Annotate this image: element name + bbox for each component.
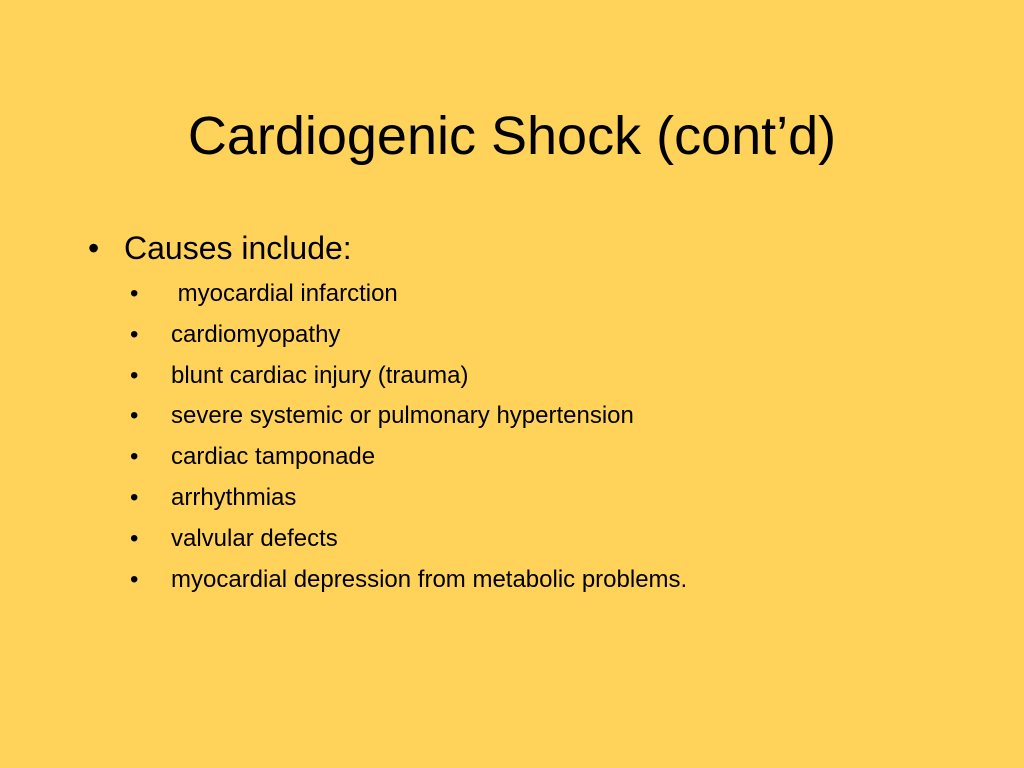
bullet-icon: • bbox=[130, 280, 139, 307]
cause-text: cardiomyopathy bbox=[171, 320, 341, 348]
bullet-icon: • bbox=[130, 565, 139, 593]
bullet-icon: • bbox=[130, 483, 139, 511]
slide-title: Cardiogenic Shock (cont’d) bbox=[187, 106, 837, 166]
list-item bbox=[130, 439, 687, 480]
bullet-icon: • bbox=[130, 320, 139, 348]
list-item bbox=[130, 562, 687, 603]
list-item bbox=[130, 358, 687, 399]
cause-text: cardiac tamponade bbox=[171, 443, 376, 471]
main-bullet-text: Causes include: bbox=[124, 230, 352, 266]
cause-text: blunt cardiac injury (trauma) bbox=[171, 361, 469, 389]
causes-list bbox=[130, 276, 687, 602]
list-item bbox=[130, 480, 687, 521]
main-bullet bbox=[88, 228, 352, 268]
list-item bbox=[130, 398, 687, 439]
bullet-icon: • bbox=[88, 230, 100, 266]
list-item bbox=[130, 521, 687, 562]
bullet-icon: • bbox=[130, 402, 139, 430]
cause-text: valvular defects bbox=[171, 524, 338, 552]
bullet-icon: • bbox=[130, 443, 139, 471]
bullet-icon: • bbox=[130, 524, 139, 552]
cause-text: myocardial infarction bbox=[171, 280, 398, 307]
cause-text: severe systemic or pulmonary hypertension bbox=[171, 402, 634, 430]
list-item bbox=[130, 276, 687, 317]
bullet-icon: • bbox=[130, 361, 139, 389]
cause-text: arrhythmias bbox=[171, 483, 297, 511]
list-item bbox=[130, 317, 687, 358]
cause-text: myocardial depression from metabolic problems. bbox=[171, 565, 688, 593]
